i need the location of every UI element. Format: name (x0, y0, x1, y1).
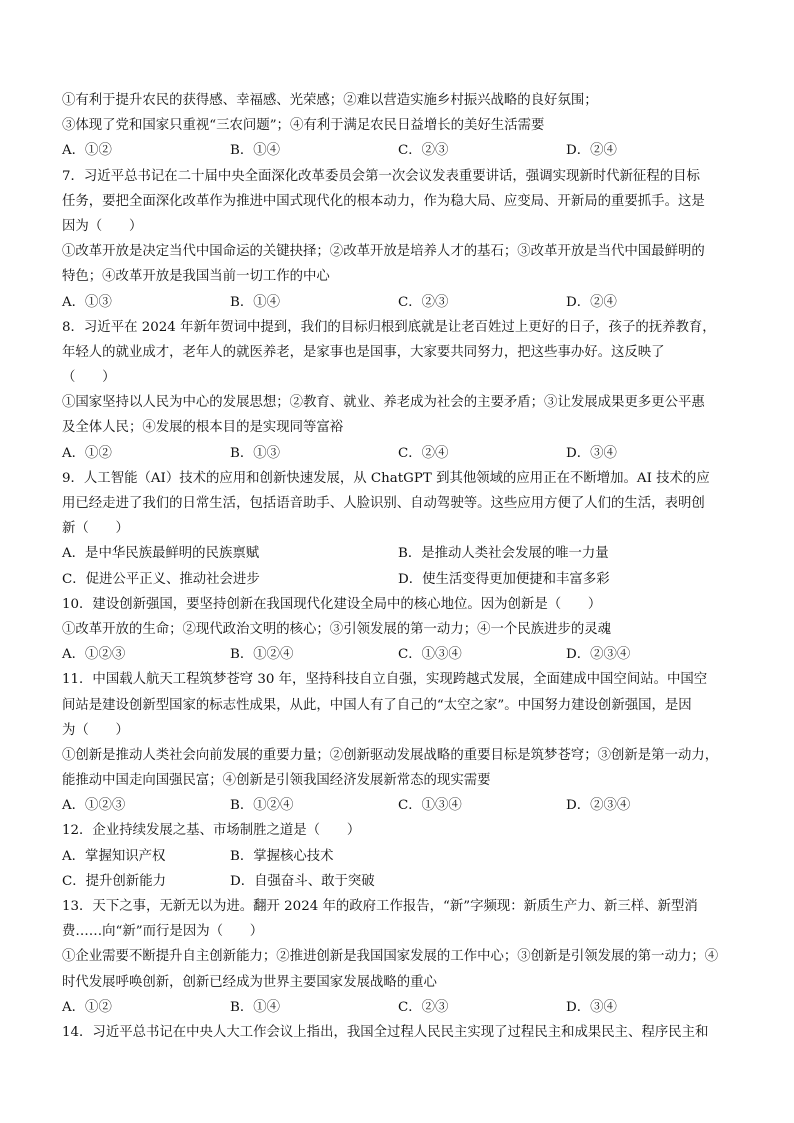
q6-statement-line-1: ①有利于提升农民的获得感、幸福感、光荣感；②难以营造实施乡村振兴战略的良好氛围； (62, 93, 598, 108)
q10-stem-line-1: 10．建设创新强国，要坚持创新在我国现代化建设全局中的核心地位。因为创新是（ ） (62, 596, 602, 612)
q14-stem-line-1: 14．习近平总书记在中央人大工作会议上指出，我国全过程人民民主实现了过程民主和成果民主、程序民主和 (62, 1024, 709, 1040)
q7-stem-line-1: 7．习近平总书记在二十届中央全面深化改革委员会第一次会议发表重要讲话，强调实现新时代新征程的目标 (62, 168, 700, 184)
q11-options (62, 793, 742, 818)
q13-options (62, 995, 742, 1020)
q11-option-d[interactable]: D．②③④ (566, 798, 631, 814)
q7-stem-line-2: 任务，要把全面深化改革作为推进中国式现代化的根本动力，作为稳大局、应变局、开新局的重要抓手。这是 (62, 193, 705, 209)
q11-statement-line-2: 能推动中国走向国强民富；④创新是引领我国经济发展新常态的现实需要 (62, 773, 491, 789)
q12-options-row-2 (62, 869, 742, 894)
q11-option-b[interactable]: B．①②④ (230, 798, 294, 814)
q7-statement-line-1: ①改革开放是决定当代中国命运的关键抉择；②改革开放是培养人才的基石；③改革开放是当代中国最鲜明的 (62, 244, 705, 260)
q7-option-a[interactable]: A．①③ (62, 294, 112, 310)
q12-options-row-1 (62, 844, 742, 869)
q7-option-b[interactable]: B．①④ (230, 294, 281, 310)
q9-option-d[interactable]: D．使生活变得更加便捷和丰富多彩 (398, 571, 610, 587)
q8-option-d[interactable]: D．③④ (566, 445, 617, 461)
q9-option-b[interactable]: B．是推动人类社会发展的唯一力量 (398, 546, 609, 562)
q11-option-c[interactable]: C．①③④ (398, 798, 462, 814)
q9-stem-line-2: 用已经走进了我们的日常生活，包括语音助手、人脸识别、自动驾驶等。这些应用方便了人们的生活，表明创 (62, 496, 705, 511)
q9-option-c[interactable]: C．促进公平正义、推动社会进步 (62, 571, 260, 587)
q12-option-a[interactable]: A．掌握知识产权 (62, 848, 166, 864)
q13-statement-line-1: ①企业需要不断提升自主创新能力；②推进创新是我国国家发展的工作中心；③创新是引领发展的第一动力；④ (62, 949, 719, 965)
q10-option-c[interactable]: C．①③④ (398, 647, 462, 663)
exam-page (62, 88, 742, 1045)
q10-options (62, 642, 742, 667)
q6-option-b[interactable]: B．①④ (230, 143, 281, 159)
q6-option-c[interactable]: C．②③ (398, 143, 449, 159)
q12-stem-line-1: 12．企业持续发展之基、市场制胜之道是（ ） (62, 823, 361, 839)
q8-option-c[interactable]: C．②④ (398, 445, 449, 461)
q13-option-c[interactable]: C．②③ (398, 999, 449, 1015)
q11-stem-line-3: 为（ ） (62, 722, 129, 738)
q10-option-d[interactable]: D．②③④ (566, 647, 631, 663)
q7-statement-line-2: 特色；④改革开放是我国当前一切工作的中心 (62, 269, 330, 285)
q10-statement-line-1: ①改革开放的生命；②现代政治文明的核心；③引领发展的第一动力；④一个民族进步的灵魂 (62, 621, 612, 637)
q7-option-d[interactable]: D．②④ (566, 294, 617, 310)
q8-option-a[interactable]: A．①② (62, 445, 112, 461)
q12-option-d[interactable]: D．自强奋斗、敢于突破 (230, 873, 375, 889)
q9-stem-line-1: 9．人工智能（AI）技术的应用和创新快速发展，从 ChatGPT 到其他领域的应用正在不断增加。AI 技术的应 (62, 470, 710, 486)
q7-option-c[interactable]: C．②③ (398, 294, 449, 310)
q11-statement-line-1: ①创新是推动人类社会向前发展的重要力量；②创新驱动发展战略的重要目标是筑梦苍穹；③创新是第一动力， (62, 747, 719, 763)
q13-option-b[interactable]: B．①④ (230, 999, 281, 1015)
q11-stem-line-2: 间站是建设创新型国家的标志性成果，从此，中国人有了自己的“太空之家”。中国努力建设创新强国，是因 (62, 697, 692, 713)
q8-stem-line-2: 年轻人的就业成才，老年人的就医养老，是家事也是国事，大家要共同努力，把这些事办好。这反映了 (62, 344, 665, 360)
q13-option-d[interactable]: D．③④ (566, 999, 617, 1015)
q8-stem-line-3: （ ） (62, 370, 116, 386)
q8-options (62, 441, 742, 466)
q12-option-c[interactable]: C．提升创新能力 (62, 873, 166, 889)
q10-option-b[interactable]: B．①②④ (230, 647, 294, 663)
q8-stem-line-1: 8．习近平在 2024 年新年贺词中提到，我们的目标归根到底就是让老百姓过上更好的日子，孩子的抚养教育， (62, 319, 716, 335)
q9-options-row-1 (62, 541, 742, 566)
q13-stem-line-1: 13．天下之事，无新无以为进。翻开 2024 年的政府工作报告，“新”字频现：新质生产力、新三样、新型消 (62, 899, 698, 914)
q6-option-d[interactable]: D．②④ (566, 143, 617, 159)
q6-option-a[interactable]: A．①② (62, 143, 112, 159)
q6-options (62, 138, 742, 163)
q9-option-a[interactable]: A．是中华民族最鲜明的民族禀赋 (62, 546, 260, 562)
q12-option-b[interactable]: B．掌握核心技术 (230, 848, 334, 864)
q13-statement-line-2: 时代发展呼唤创新，创新已经成为世界主要国家发展战略的重心 (62, 974, 437, 990)
q13-stem-line-2: 费……向“新”而行是因为（ ） (62, 924, 264, 940)
q8-option-b[interactable]: B．①③ (230, 445, 281, 461)
q13-option-a[interactable]: A．①② (62, 999, 112, 1015)
q9-stem-line-3: 新（ ） (62, 521, 129, 537)
q8-statement-line-1: ①国家坚持以人民为中心的发展思想；②教育、就业、养老成为社会的主要矛盾；③让发展成果更多更公平惠 (62, 395, 705, 411)
q7-stem-line-3: 因为（ ） (62, 218, 143, 234)
q10-option-a[interactable]: A．①②③ (62, 647, 126, 663)
q6-statement-line-2: ③体现了党和国家只重视“三农问题”；④有利于满足农民日益增长的美好生活需要 (62, 118, 545, 134)
q9-options-row-2 (62, 567, 742, 592)
q7-options (62, 290, 742, 315)
q8-statement-line-2: 及全体人民；④发展的根本目的是实现同等富裕 (62, 420, 344, 436)
q11-stem-line-1: 11．中国载人航天工程筑梦苍穹 30 年，坚持科技自立自强，实现跨越式发展，全面建成中国空间站。中国空 (62, 672, 708, 688)
q11-option-a[interactable]: A．①②③ (62, 798, 126, 814)
